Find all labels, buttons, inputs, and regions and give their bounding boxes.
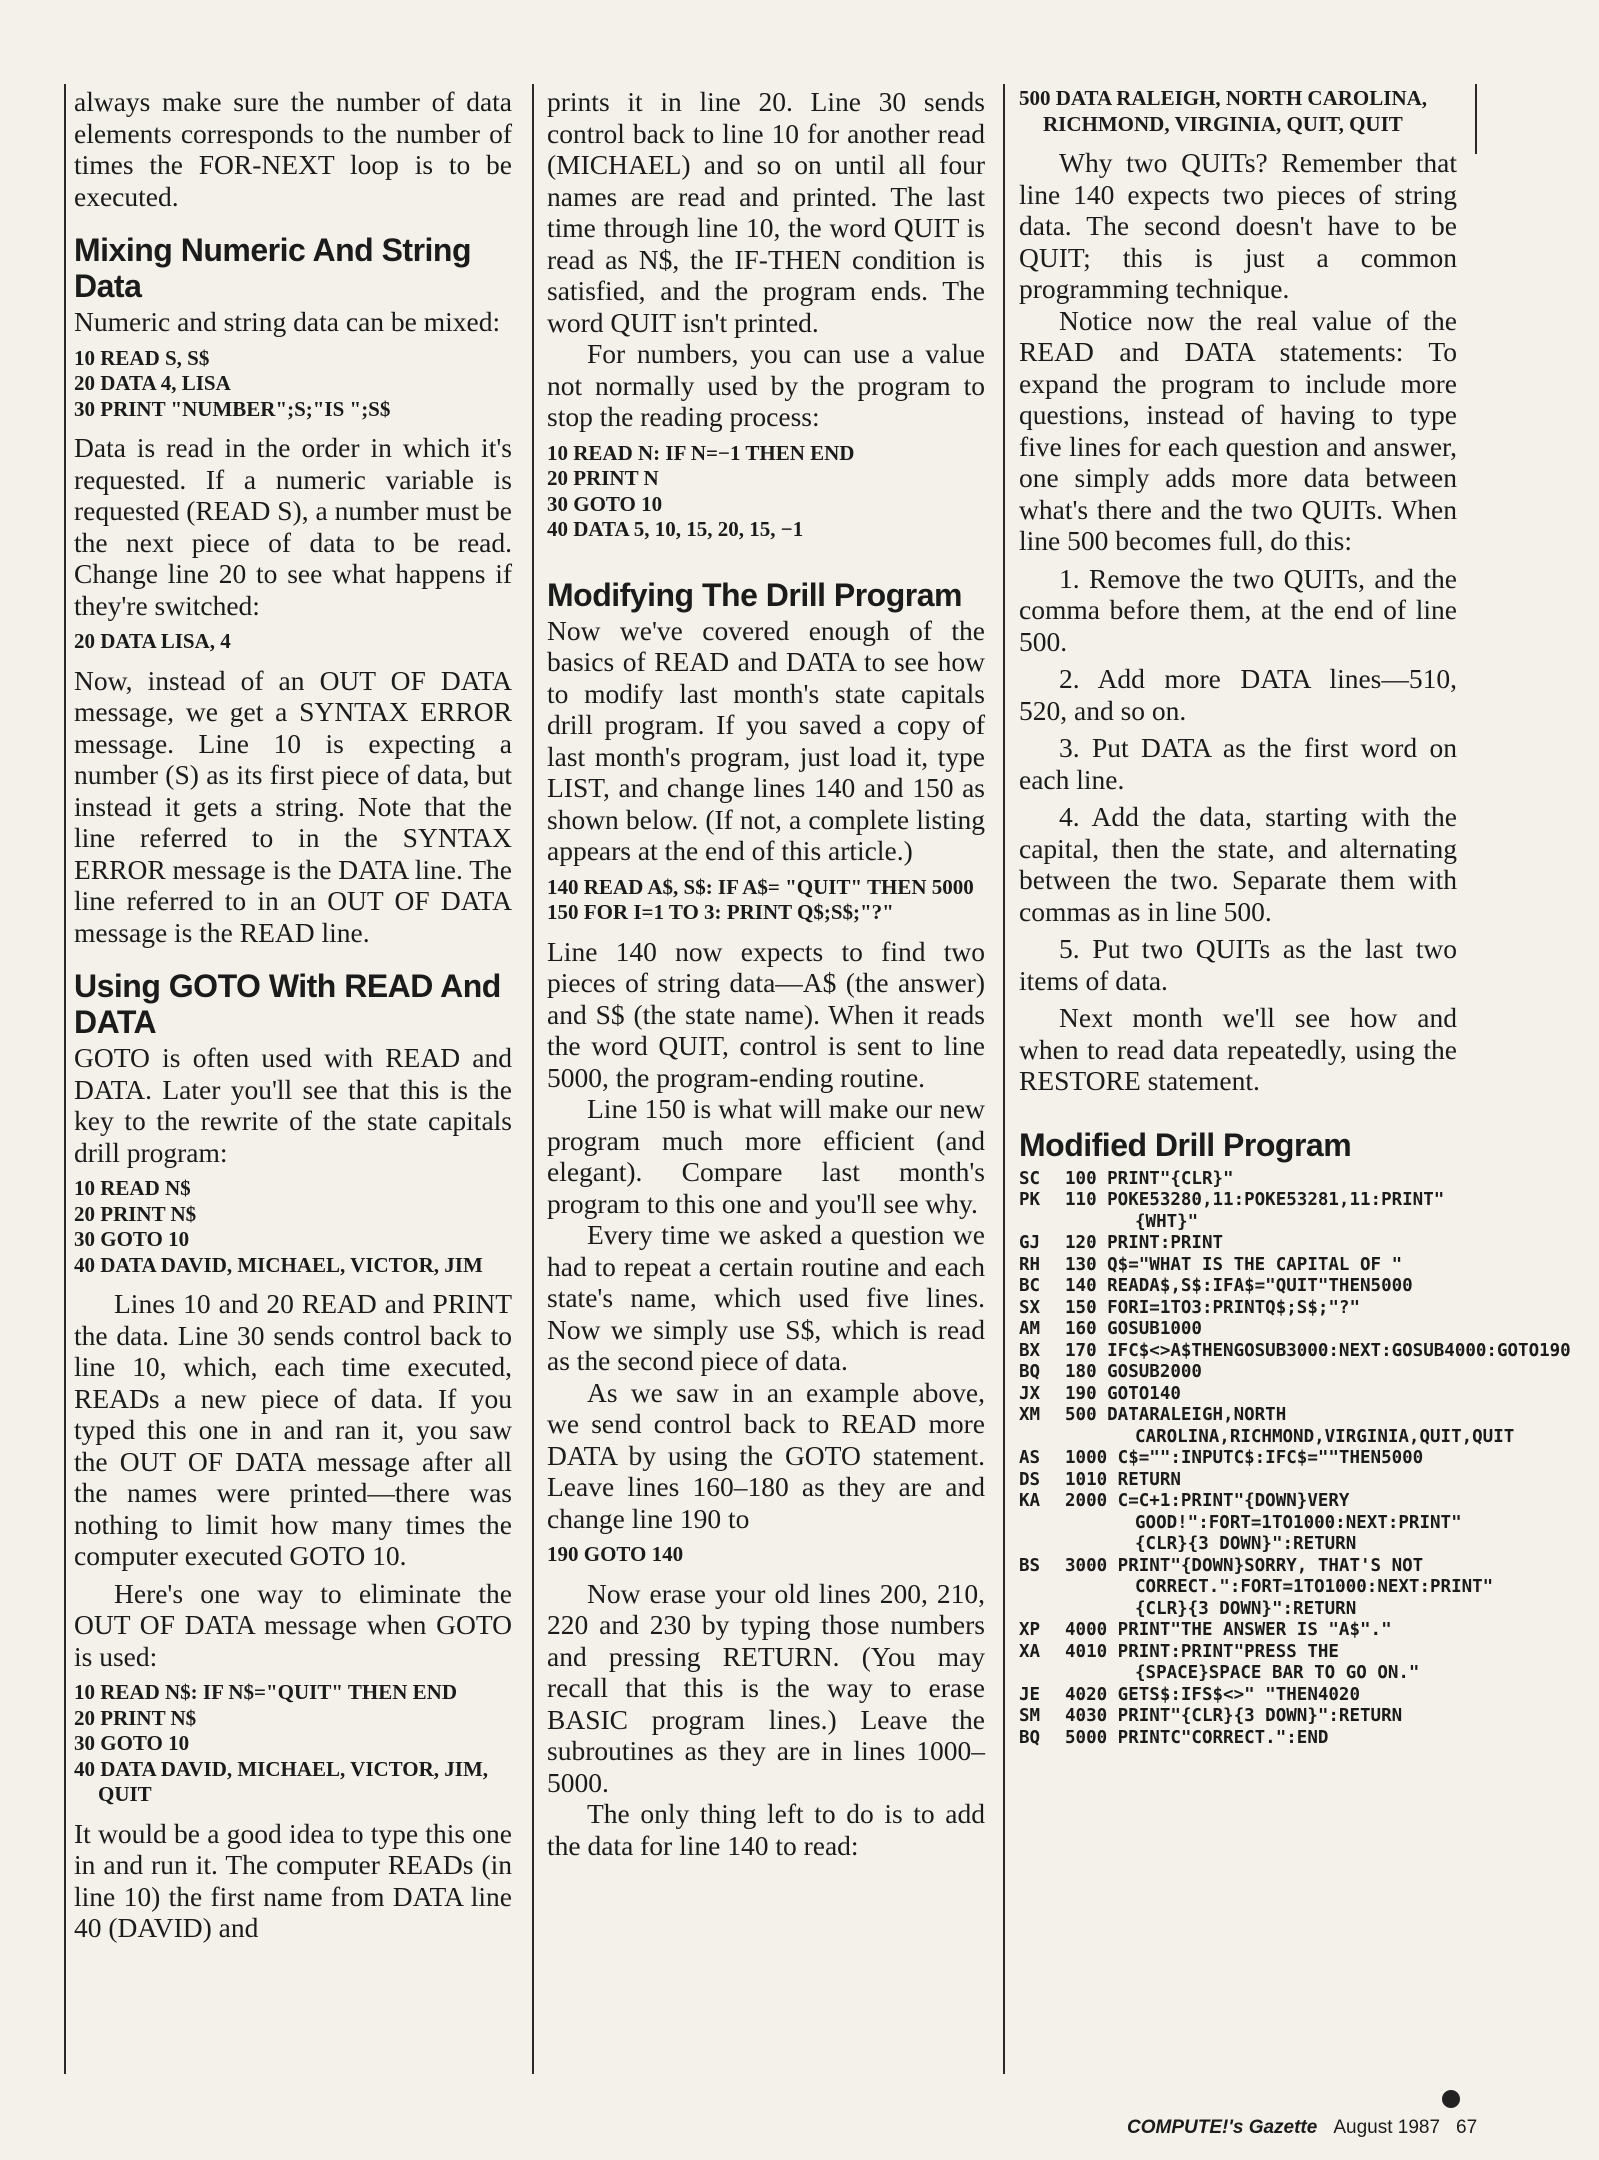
checksum: BQ (1019, 1727, 1041, 1748)
checksum: PK (1019, 1190, 1041, 1210)
listing-row (1019, 1470, 1457, 1492)
listing-code: 5000 PRINTC"CORRECT.":END (1065, 1727, 1329, 1748)
paragraph: Here's one way to eliminate the OUT OF DATA message when GOTO is used: (74, 1577, 512, 1672)
listing-row (1019, 1685, 1457, 1707)
listing-row (1019, 1276, 1457, 1298)
listing-row (1019, 1190, 1457, 1233)
code-line: 10 READ N: IF N=−1 THEN END (547, 440, 855, 465)
listing-code: 120 PRINT:PRINT (1065, 1233, 1224, 1253)
numbered-step: 5. Put two QUITs as the last two items of data. (1019, 933, 1457, 996)
column-3 (1019, 86, 1571, 2076)
paragraph: Next month we'll see how and when to read data repeatedly, using the RESTORE statement. (1019, 1002, 1457, 1096)
checksum: XM (1019, 1405, 1041, 1425)
listing-code: 160 GOSUB1000 (1065, 1319, 1202, 1339)
listing-row (1019, 1340, 1571, 1363)
listing-row (1019, 1555, 1494, 1621)
column-1 (74, 86, 512, 2076)
checksum: AS (1019, 1448, 1041, 1468)
paragraph: prints it in line 20. Line 30 sends control back to line 10 for another read (MICHAEL) and so on until all four names are read and printed. The last time through line 10, the word QUIT is read as N$, the IF-THEN condition is satisfied, and the program ends. The word QUIT isn't printed. (547, 86, 985, 338)
paragraph: Notice now the real value of the READ and DATA statements: To expand the program to include more questions, instead of having to type five lines for each question and answer, one simply adds more data between what's there and the two QUITs. When line 500 becomes full, do this: (1019, 304, 1457, 556)
paragraph: Data is read in the order in which it's requested. If a numeric variable is requested (READ S), a number must be the next piece of data to be read. Change line 20 to see what happens if they're switched: (74, 432, 512, 621)
column-rule (1003, 84, 1005, 2074)
paragraph: Why two QUITs? Remember that line 140 expects two pieces of string data. The second doesn't have to be QUIT; this is just a common programming technique. (1019, 147, 1457, 304)
checksum: XP (1019, 1620, 1041, 1640)
checksum: GJ (1019, 1233, 1041, 1253)
paragraph: Lines 10 and 20 READ and PRINT the data. Line 30 sends control back to line 10, which, each time executed, READs a new piece of data. If you typed this one in and ran it, you saw the OUT OF DATA message after all the names were printed—there was nothing to limit how many times the computer executed GOTO 10. (74, 1288, 512, 1571)
listing-code: 140 READA$,S$:IFA$="QUIT"THEN5000 (1065, 1276, 1413, 1296)
checksum: BX (1019, 1340, 1041, 1361)
numbered-step: 2. Add more DATA lines—510, 520, and so on. (1019, 663, 1457, 726)
code-line: 10 READ S, S$ (74, 345, 210, 370)
listing-row (1019, 1448, 1457, 1470)
paragraph: always make sure the number of data elements corresponds to the number of times the FOR-NEXT loop is to be executed. (74, 86, 512, 212)
listing-row (1019, 1706, 1457, 1728)
listing-code: 180 GOSUB2000 (1065, 1362, 1202, 1382)
code-listing-quit (74, 1680, 512, 1808)
listing-row (1019, 1491, 1462, 1556)
checksum: AM (1019, 1319, 1041, 1339)
paragraph: Now we've covered enough of the basics of READ and DATA to see how to modify last month's state capitals drill program. If you saved a copy of last month's program, just load it, type LIST, and change lines 140 and 150 as shown below. (If not, a complete listing appears at the end of this article.) (547, 614, 985, 866)
listing-row (1019, 1620, 1457, 1642)
paragraph: Every time we asked a question we had to repeat a certain routine and each state's name, which used five lines. Now we simply use S$, which is read as the second piece of data. (547, 1219, 985, 1376)
listing-code: 1000 C$="":INPUTC$:IFC$=""THEN5000 (1065, 1448, 1424, 1468)
paragraph: The only thing left to do is to add the data for line 140 to read: (547, 1798, 985, 1861)
code-line: 40 DATA 5, 10, 15, 20, 15, −1 (547, 517, 804, 541)
section-heading-mixing: Mixing Numeric And String Data (74, 232, 471, 304)
code-line: 140 READ A$, S$: IF A$= "QUIT" THEN 5000 (547, 874, 974, 899)
code-line: 20 PRINT N$ (74, 1705, 197, 1730)
paragraph: For numbers, you can use a value not normally used by the program to stop the reading process: (547, 338, 985, 432)
checksum: BC (1019, 1276, 1041, 1296)
listing-row (1019, 1384, 1457, 1406)
listing-code: 150 FORI=1TO3:PRINTQ$;S$;"?" (1065, 1297, 1361, 1318)
code-line: 500 DATA RALEIGH, NORTH CAROLINA, RICHMOND, VIRGINIA, QUIT, QUIT (1019, 86, 1428, 136)
listing-code: 4020 GETS$:IFS$<>" "THEN4020 (1065, 1684, 1361, 1705)
listing-code: 190 GOTO140 (1065, 1383, 1181, 1404)
listing-row (1019, 1298, 1457, 1320)
checksum: KA (1019, 1491, 1041, 1511)
checksum: BS (1019, 1555, 1041, 1576)
code-listing-190 (547, 1542, 985, 1568)
numbered-step: 3. Put DATA as the first word on each line. (1019, 732, 1457, 795)
checksum: JE (1019, 1684, 1041, 1705)
code-line: 40 DATA DAVID, MICHAEL, VICTOR, JIM (74, 1252, 483, 1277)
checksum: JX (1019, 1383, 1041, 1404)
listing-code: 4030 PRINT"{CLR}{3 DOWN}":RETURN (1065, 1706, 1403, 1726)
listing-code: 500 DATARALEIGH,NORTH CAROLINA,RICHMOND,VIRGINIA,QUIT,QUIT (1065, 1405, 1515, 1447)
paragraph: Line 150 is what will make our new program much more efficient (and elegant). Compare last month's program to this one and you'll see why. (547, 1093, 985, 1219)
page-number: 67 (1456, 2117, 1478, 2138)
publication-name: COMPUTE!'s Gazette (1127, 2117, 1318, 2138)
paragraph: Now, instead of an OUT OF DATA message, we get a SYNTAX ERROR message. Line 10 is expecting a number (S) as its first piece of data, but instead it gets a string. Note that the line referred to in the SYNTAX ERROR message is the DATA line. The line referred to in an OUT OF DATA message is the READ line. (74, 664, 513, 948)
program-listing (1019, 1168, 1571, 1750)
listing-code: 170 IFC$<>A$THENGOSUB3000:NEXT:GOSUB4000:GOTO190 (1065, 1340, 1571, 1361)
checksum: SC (1019, 1168, 1041, 1189)
listing-row (1019, 1319, 1457, 1341)
numbered-step: 4. Add the data, starting with the capital, then the state, and alternating between the two. Separate them with commas as in line 500. (1019, 801, 1457, 927)
code-listing-numbers (547, 441, 985, 543)
listing-code: 4000 PRINT"THE ANSWER IS "A$"." (1065, 1620, 1392, 1640)
code-listing-switch (74, 629, 512, 655)
checksum: RH (1019, 1254, 1041, 1275)
listing-code: 2000 C=C+1:PRINT"{DOWN}VERY GOOD!":FORT=1TO1000:NEXT:PRINT"{CLR}{3 DOWN}":RETURN (1065, 1491, 1462, 1554)
paragraph: It would be a good idea to type this one in and run it. The computer READs (in line 10) the first name from DATA line 40 (DAVID) and (74, 1817, 512, 1943)
checksum: SX (1019, 1297, 1041, 1318)
listing-row (1019, 1362, 1457, 1384)
section-heading-modify: Modifying The Drill Program (547, 576, 962, 613)
code-line: 10 READ N$: IF N$="QUIT" THEN END (74, 1680, 457, 1704)
listing-code: 100 PRINT"{CLR}" (1065, 1168, 1234, 1189)
checksum: BQ (1019, 1362, 1041, 1382)
listing-row (1019, 1255, 1457, 1277)
checksum: SM (1019, 1706, 1041, 1726)
code-line: 150 FOR I=1 TO 3: PRINT Q$;S$;"?" (547, 900, 894, 924)
end-of-article-icon (1442, 2090, 1460, 2108)
code-line: 30 PRINT "NUMBER";S;"IS ";S$ (74, 396, 391, 421)
paragraph: Now erase your old lines 200, 210, 220 and 230 by typing those numbers and pressing RETURN. (You may recall that this is the way to erase BASIC program lines.) Leave the subroutines as they are in lines 1000–5000. (547, 1577, 985, 1798)
listing-row (1019, 1642, 1457, 1685)
listing-code: 130 Q$="WHAT IS THE CAPITAL OF " (1065, 1254, 1403, 1275)
paragraph: Numeric and string data can be mixed: (74, 306, 501, 337)
column-rule (532, 84, 534, 2074)
code-line: 190 GOTO 140 (547, 1542, 684, 1566)
paragraph: Line 140 now expects to find two pieces of string data—A$ (the answer) and S$ (the state name). When it reads the word QUIT, control is sent to line 5000, the program-ending routine. (547, 935, 985, 1093)
paragraph: As we saw in an example above, we send control back to READ more DATA by using the GOTO statement. Leave lines 160–180 as they are and change line 190 to (547, 1376, 985, 1534)
section-heading-modified-listing: Modified Drill Program (1019, 1126, 1352, 1163)
code-line: 30 GOTO 10 (547, 491, 663, 516)
checksum: DS (1019, 1469, 1041, 1490)
code-listing-500 (1019, 86, 1457, 137)
code-listing-goto (74, 1176, 512, 1278)
checksum: XA (1019, 1641, 1041, 1662)
code-listing-mixing (74, 346, 512, 423)
code-line: 20 PRINT N$ (74, 1201, 197, 1226)
listing-code: 3000 PRINT"{DOWN}SORRY, THAT'S NOT CORRECT.":FORT=1TO1000:NEXT:PRINT"{CLR}{3 DOWN}":RETURN (1065, 1555, 1494, 1619)
listing-code: 4010 PRINT:PRINT"PRESS THE {SPACE}SPACE BAR TO GO ON." (1065, 1641, 1420, 1683)
code-line: 40 DATA DAVID, MICHAEL, VICTOR, JIM, QUIT (74, 1756, 489, 1806)
code-listing-modify (547, 875, 985, 926)
code-line: 20 PRINT N (547, 466, 659, 490)
listing-code: 110 POKE53280,11:POKE53281,11:PRINT"{WHT}" (1065, 1190, 1445, 1232)
code-line: 30 GOTO 10 (74, 1227, 190, 1251)
section-heading-goto: Using GOTO With READ And DATA (74, 968, 501, 1040)
page-footer (1127, 2117, 1487, 2139)
issue-date: August 1987 (1333, 2117, 1441, 2138)
code-line: 20 DATA LISA, 4 (74, 629, 231, 653)
column-2 (547, 86, 985, 2076)
paragraph: GOTO is often used with READ and DATA. Later you'll see that this is the key to the rewrite of the state capitals drill program: (74, 1042, 512, 1168)
listing-row (1019, 1169, 1457, 1191)
code-line: 10 READ N$ (74, 1176, 191, 1200)
code-line: 30 GOTO 10 (74, 1731, 190, 1755)
listing-row (1019, 1728, 1457, 1750)
listing-row (1019, 1405, 1515, 1448)
numbered-step: 1. Remove the two QUITs, and the comma before them, at the end of line 500. (1019, 562, 1457, 657)
column-rule (1475, 84, 1477, 154)
listing-code: 1010 RETURN (1065, 1469, 1181, 1490)
listing-row (1019, 1233, 1457, 1255)
code-line: 20 DATA 4, LISA (74, 371, 231, 395)
column-rule (64, 84, 66, 2074)
